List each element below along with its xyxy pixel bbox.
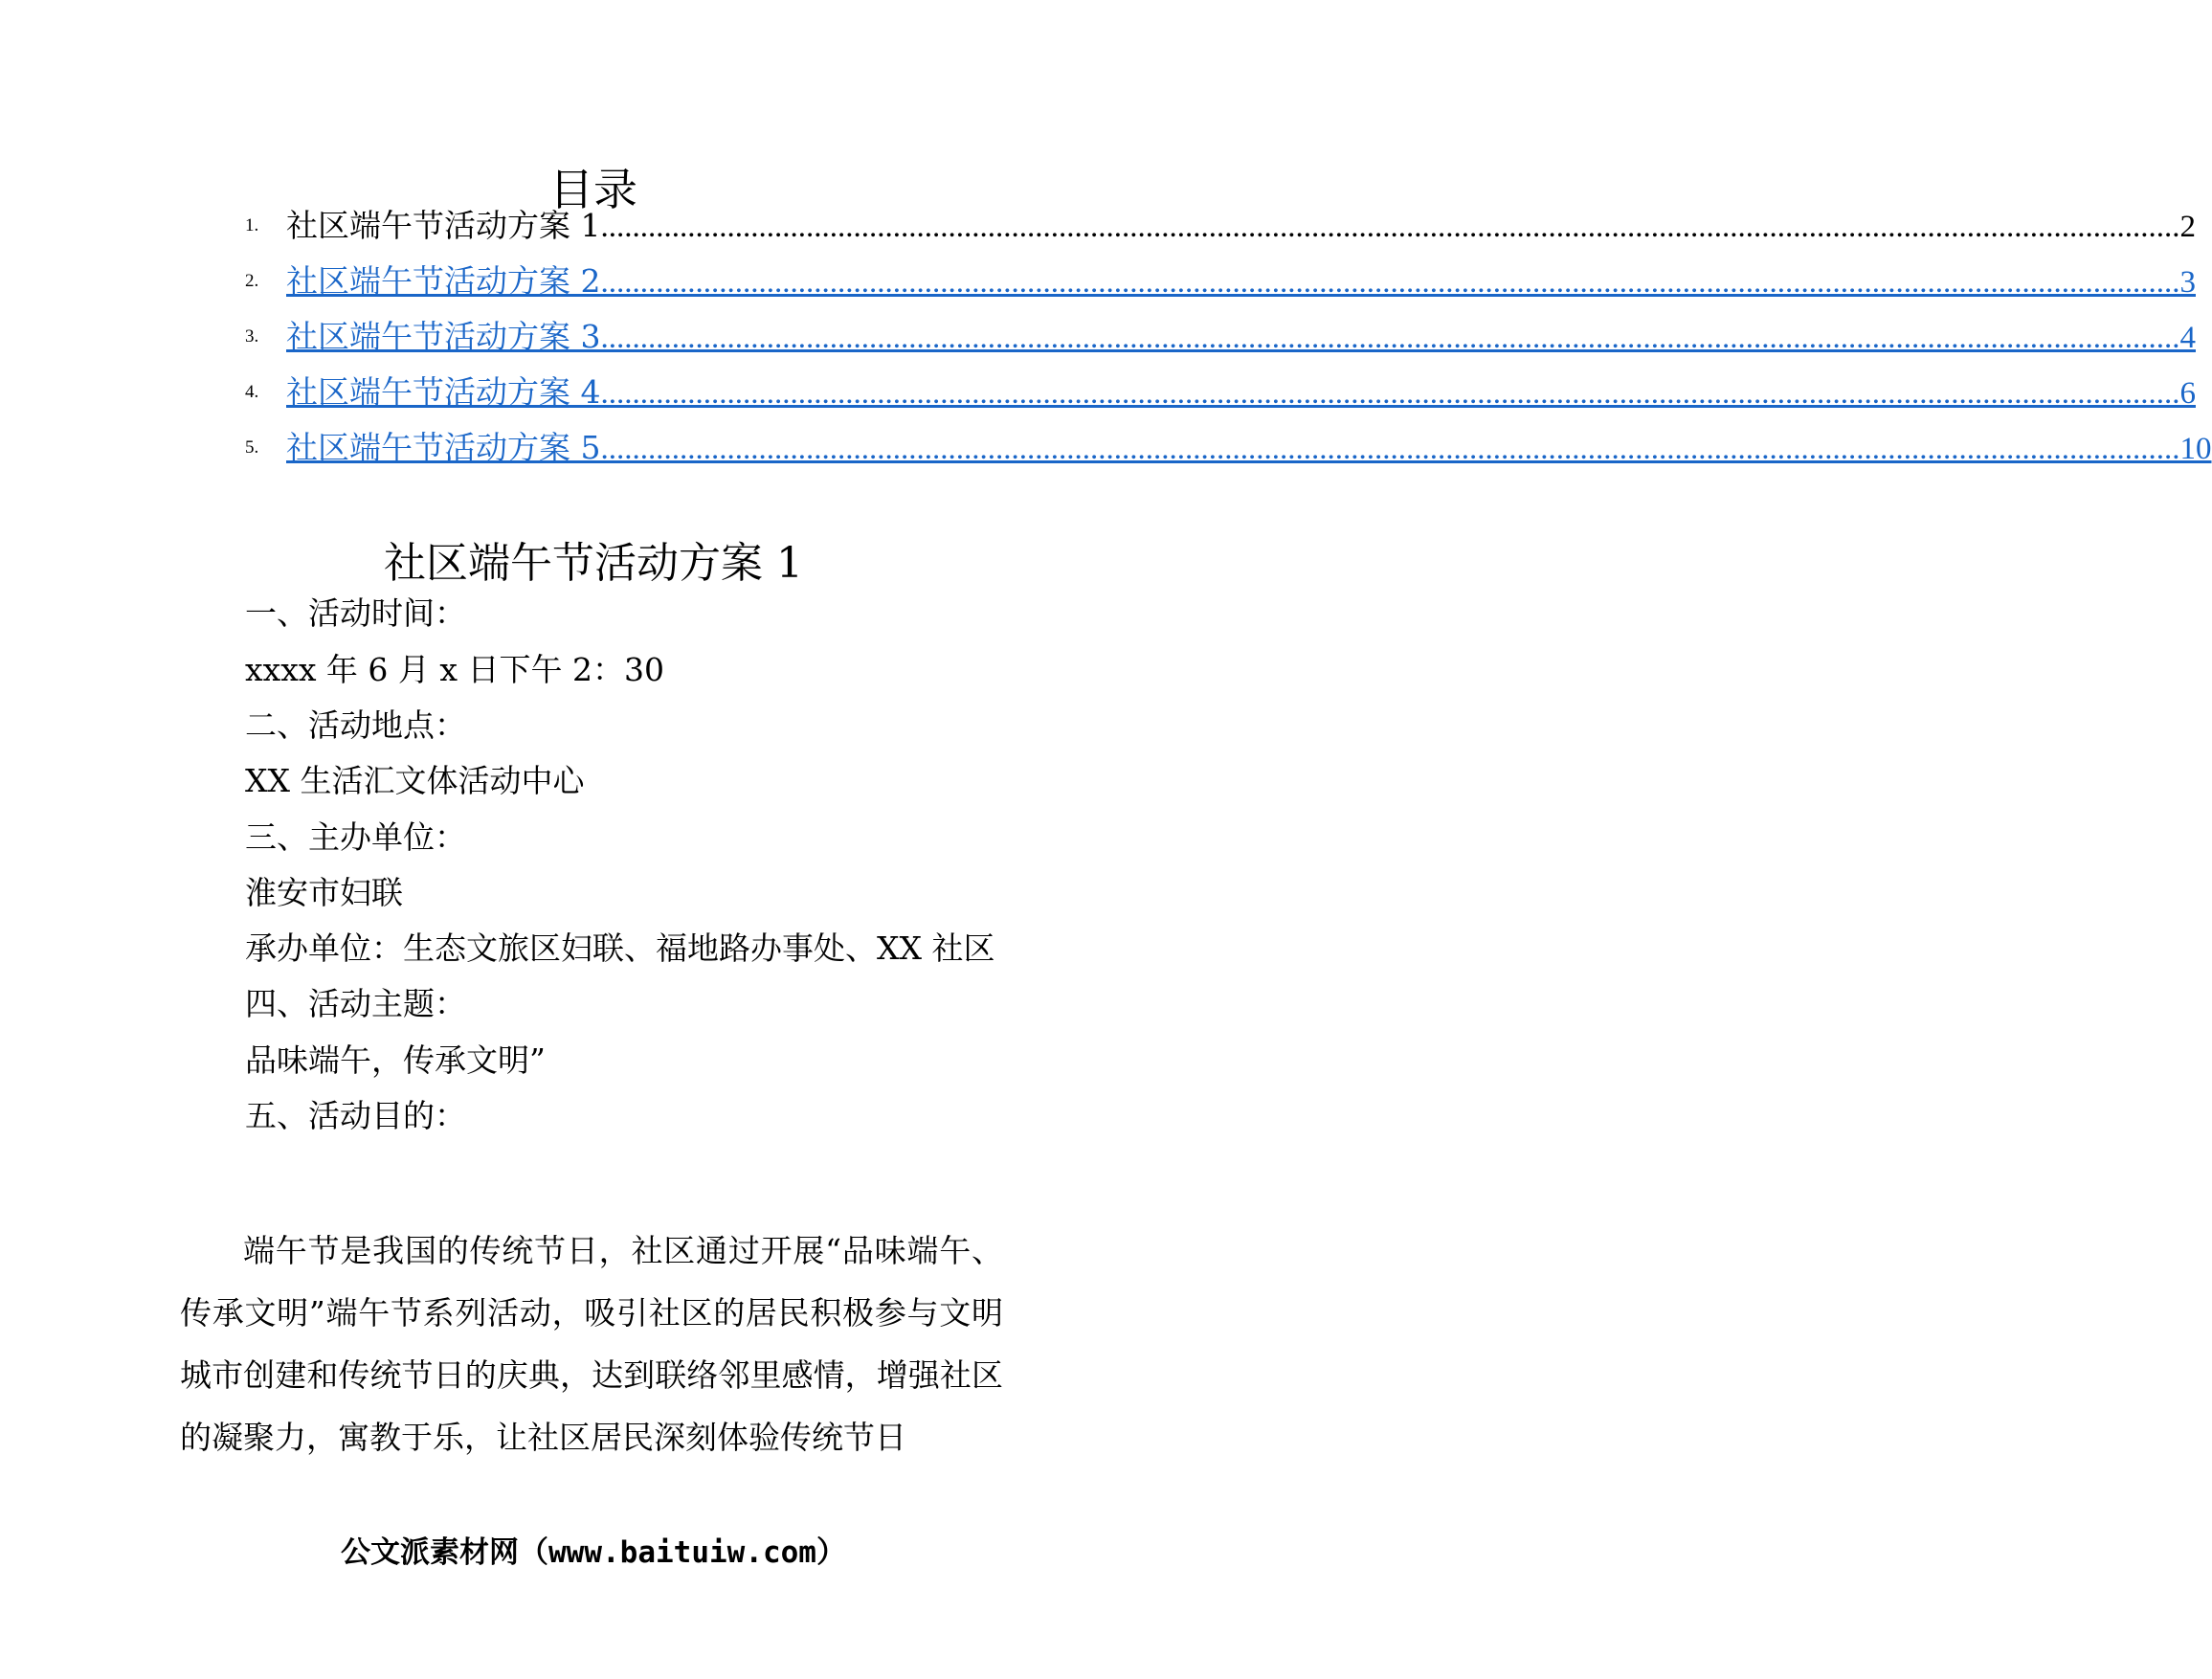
toc-entry-number: 2. (245, 271, 259, 291)
toc-leader-dots: ........................................................................................................................................................................................................ (600, 376, 2180, 411)
toc-entry-link[interactable] (286, 426, 2212, 471)
toc-entry-number: 3. (245, 326, 259, 347)
toc-entry-text: 社区端午节活动方案 1 (286, 207, 601, 244)
toc-entry-text: 社区端午节活动方案 5 (286, 429, 601, 466)
toc-entry-page: 4 (2179, 321, 2196, 355)
section-line: 承办单位：生态文旅区妇联、福地路办事处、XX 社区 (245, 929, 995, 967)
toc-entry-number: 1. (245, 215, 259, 235)
section-line: 品味端午，传承文明” (245, 1041, 546, 1079)
toc-entry-link[interactable] (286, 370, 2196, 415)
section-line: 一、活动时间： (245, 594, 466, 632)
toc-entry-page: 10 (2179, 432, 2212, 466)
body-paragraph: 端午节是我国的传统节日，社区通过开展“品味端午、传承文明”端午节系列活动，吸引社区的居民积极参与文明城市创建和传统节日的庆典，达到联络邻里感情，增强社区的凝聚力，寓教于乐，让社区居民深刻体验传统节日 (180, 1232, 1003, 1456)
section-heading: 社区端午节活动方案 1 (384, 539, 803, 588)
toc-title: 目录 (549, 164, 637, 215)
section-line: 四、活动主题： (245, 985, 466, 1022)
toc-entry-label (286, 204, 2196, 249)
toc-entry-link[interactable] (286, 315, 2196, 360)
toc-entry[interactable] (245, 259, 2196, 303)
toc-entry-number: 5. (245, 437, 259, 458)
toc-entry-link[interactable] (286, 259, 2196, 304)
section-line: 二、活动地点： (245, 706, 466, 744)
toc-leader-dots: ........................................................................................................................................................................................................ (600, 321, 2180, 355)
toc-entry-page: 6 (2179, 376, 2196, 411)
toc-entry-text: 社区端午节活动方案 4 (286, 373, 601, 411)
section-line: 三、主办单位： (245, 818, 466, 856)
toc-leader-dots: ........................................................................................................................................................................................................ (600, 265, 2180, 300)
section-line: 淮安市妇联 (245, 874, 403, 911)
toc-entry[interactable] (245, 370, 2196, 414)
section-line: 五、活动目的： (245, 1097, 466, 1134)
toc-entry-page: 2 (2179, 210, 2196, 244)
toc-entry[interactable] (245, 426, 2212, 470)
toc-entry-text: 社区端午节活动方案 2 (286, 262, 601, 300)
toc-leader-dots: ........................................................................................................................................................................................................ (600, 210, 2180, 244)
section-line: xxxx 年 6 月 x 日下午 2：30 (245, 651, 664, 688)
toc-entry[interactable] (245, 315, 2196, 359)
toc-entry-text: 社区端午节活动方案 3 (286, 318, 601, 355)
toc-entry-number: 4. (245, 382, 259, 402)
toc-leader-dots: ........................................................................................................................................................................................................ (600, 432, 2180, 466)
toc-entry-page: 3 (2179, 265, 2196, 300)
toc-entry (245, 204, 2196, 248)
section-line: XX 生活汇文体活动中心 (245, 762, 585, 799)
footer-watermark: 公文派素材网（www.baituiw.com） (341, 1535, 846, 1570)
